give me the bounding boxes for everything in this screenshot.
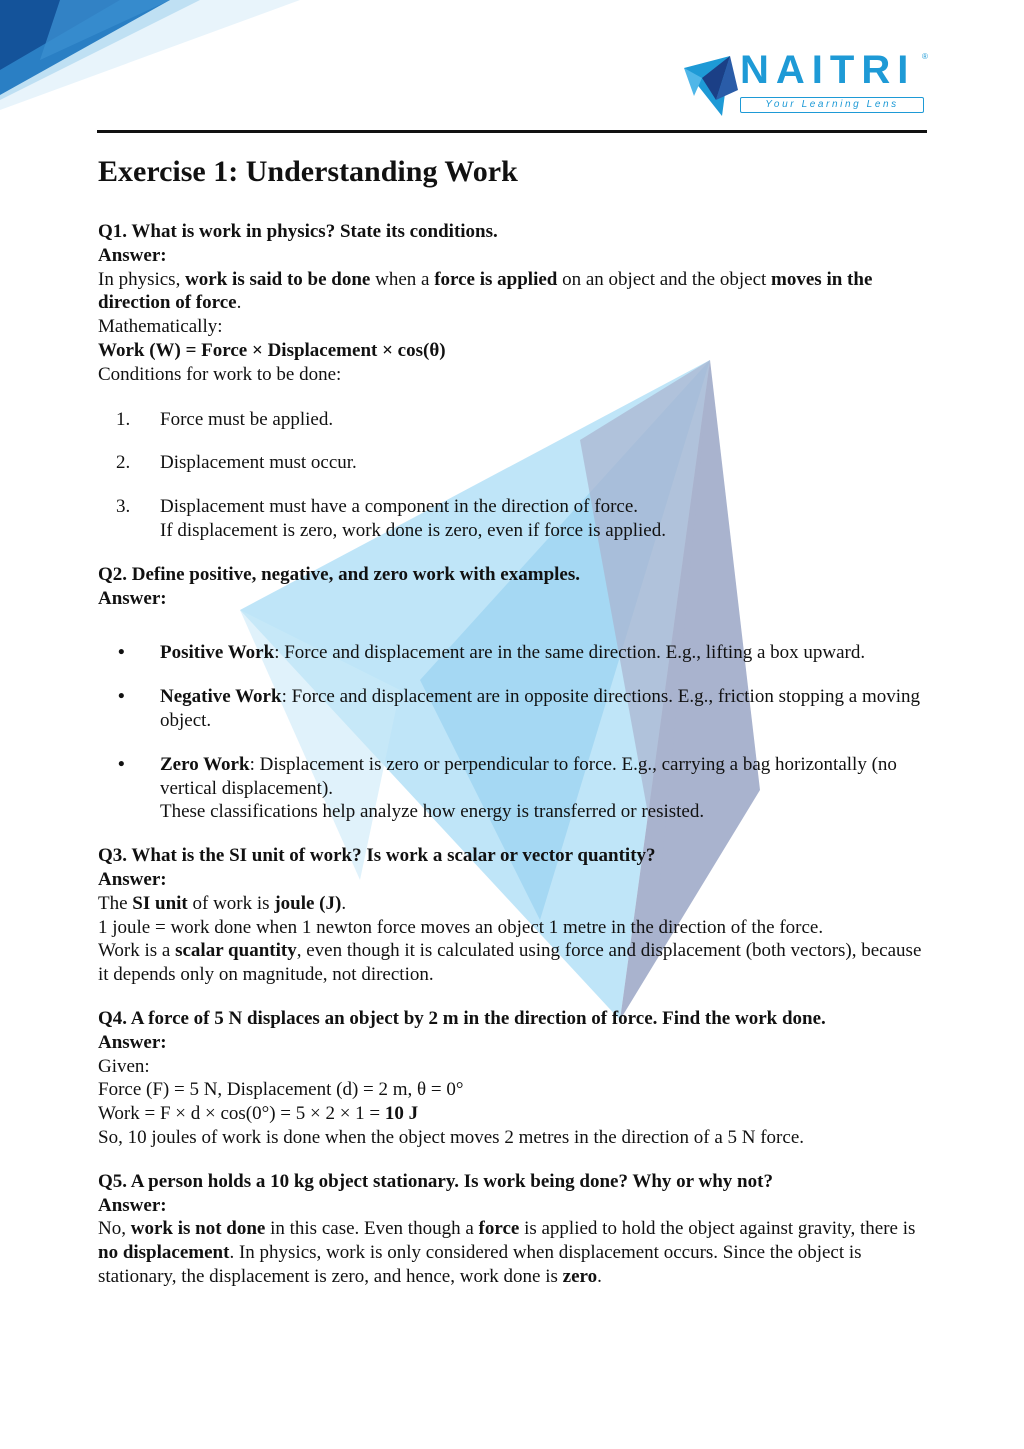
q4-conclusion: So, 10 joules of work is done when the object moves 2 metres in the direction of a 5 N force. [98, 1126, 804, 1148]
brand-logo [682, 50, 932, 122]
given-values: Force (F) = 5 N, Displacement (d) = 2 m, θ = 0° [98, 1079, 464, 1101]
work-types-list [98, 641, 928, 824]
work-formula: Work (W) = Force × Displacement × cos(θ) [98, 339, 446, 361]
logo-mark-icon [682, 50, 742, 122]
header-rule [97, 130, 927, 133]
logo-tagline: Your Learning Lens [740, 97, 924, 113]
list-item: 2. Displacement must occur. [116, 452, 357, 474]
question-1: Q1. What is work in physics? State its conditions. [98, 221, 498, 242]
answer-label: Answer: [98, 868, 167, 890]
conditions-label: Conditions for work to be done: [98, 363, 342, 385]
q1-definition: In physics, work is said to be done when a force is applied on an object and the object moves in the direction of force. [98, 268, 873, 314]
question-5: Q5. A person holds a 10 kg object stationary. Is work being done? Why or why not? [98, 1170, 773, 1192]
math-label: Mathematically: [98, 316, 223, 338]
answer-label: Answer: [98, 244, 167, 266]
corner-decoration [0, 0, 300, 130]
logo-brand-text: NAITRI [740, 48, 916, 92]
registered-mark: ® [922, 52, 928, 61]
question-2: Q2. Define positive, negative, and zero work with examples. [98, 563, 580, 585]
page-title: Exercise 1: Understanding Work [98, 155, 518, 188]
given-label: Given: [98, 1055, 150, 1077]
question-3: Q3. What is the SI unit of work? Is work a scalar or vector quantity? [98, 845, 656, 867]
list-item: • Zero Work: Displacement is zero or perpendicular to force. E.g., carrying a bag horizontally (no vertical displacement). These classifications help analyze how energy is transferred or resisted. [118, 753, 897, 823]
work-calculation: Work = F × d × cos(0°) = 5 × 2 × 1 = 10 J [98, 1103, 419, 1125]
q3-scalar: Work is a scalar quantity, even though it is calculated using force and displacement (both vectors), because it depends only on magnitude, not direction. [98, 940, 922, 986]
list-item: • Positive Work: Force and displacement are in the same direction. E.g., lifting a box upward. [118, 642, 866, 664]
answer-label: Answer: [98, 1031, 167, 1053]
list-item: 3. Displacement must have a component in the direction of force. If displacement is zero, work done is zero, even if force is applied. [116, 496, 666, 541]
q3-si-unit: The SI unit of work is joule (J). [98, 892, 347, 914]
q5-explanation: No, work is not done in this case. Even though a force is applied to hold the object against gravity, there is no displacement. In physics, work is only considered when displacement occurs. Since the object is stationary, the displacement is zero, and hence, work done is zero. [98, 1218, 916, 1287]
list-item: • Negative Work: Force and displacement are in opposite directions. E.g., friction stopping a moving object. [118, 686, 921, 731]
document-body [98, 150, 928, 1289]
list-item: 1. Force must be applied. [116, 408, 334, 430]
answer-label: Answer: [98, 587, 167, 609]
question-4: Q4. A force of 5 N displaces an object by 2 m in the direction of force. Find the work done. [98, 1007, 826, 1029]
conditions-list [98, 408, 928, 543]
answer-label: Answer: [98, 1194, 167, 1216]
q3-joule-definition: 1 joule = work done when 1 newton force moves an object 1 metre in the direction of the force. [98, 916, 824, 938]
